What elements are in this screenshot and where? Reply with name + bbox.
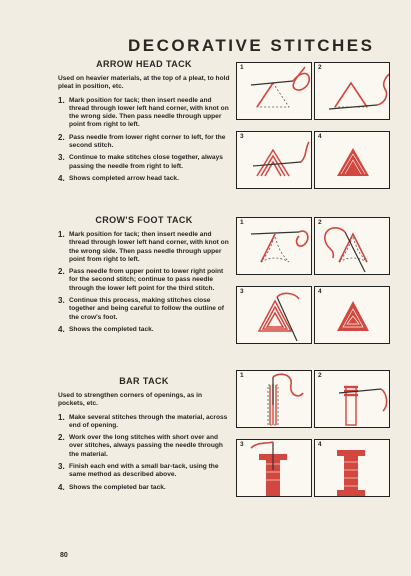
step-number: 1. bbox=[58, 412, 65, 422]
section-heading: ARROW HEAD TACK bbox=[96, 59, 192, 69]
bar-tack-section bbox=[58, 376, 230, 496]
arrow-head-figure-1 bbox=[236, 62, 312, 120]
figure-number: 3 bbox=[240, 133, 244, 140]
bar-tack-step3-illustration bbox=[237, 440, 312, 497]
step-text: Pass needle from lower right corner to left, for the second stitch. bbox=[69, 133, 226, 150]
bar-tack-step2-illustration bbox=[315, 371, 390, 428]
figure-number: 4 bbox=[318, 288, 322, 295]
section-intro: Used on heavier materials, at the top of a pleat, to hold pleat in position, etc. bbox=[58, 75, 230, 91]
crows-foot-figure-2 bbox=[314, 217, 390, 275]
arrow-head-figure-4 bbox=[314, 131, 390, 189]
step-text: Mark position for tack; then insert needle and thread through lower left hand corner, with knot on the wrong side. Then pass needle through upper point from right to left. bbox=[69, 96, 229, 129]
figure-number: 1 bbox=[240, 372, 244, 379]
step-number: 2. bbox=[58, 433, 65, 443]
step-text: Finish each end with a small bar-tack, using the same method as described above. bbox=[69, 463, 219, 479]
arrow-head-step3-illustration bbox=[237, 132, 312, 189]
arrow-head-step1-illustration bbox=[237, 63, 312, 120]
step-number: 2. bbox=[58, 132, 65, 142]
crows-foot-step2-illustration bbox=[315, 218, 390, 275]
step-text: Continue this process, making stitches close together and being careful to follow the outline of the crow's foot. bbox=[69, 297, 224, 321]
bar-tack-completed-illustration bbox=[315, 440, 390, 497]
figure-number: 4 bbox=[318, 441, 322, 448]
step-number: 1. bbox=[58, 230, 65, 239]
bar-tack-figure-1 bbox=[236, 370, 312, 428]
crows-foot-figure-3 bbox=[236, 286, 312, 344]
figure-number: 2 bbox=[318, 219, 322, 226]
figure-number: 4 bbox=[318, 133, 322, 140]
bar-tack-figure-3 bbox=[236, 439, 312, 497]
section-heading: BAR TACK bbox=[119, 376, 169, 386]
bar-tack-step1-illustration bbox=[237, 371, 312, 428]
step-number: 3. bbox=[58, 296, 65, 306]
step-text: Shows completed arrow head tack. bbox=[69, 174, 179, 182]
step-item bbox=[58, 463, 230, 480]
step-number: 1. bbox=[58, 95, 65, 105]
arrow-head-completed-illustration bbox=[315, 132, 390, 189]
step-text: Make several stitches through the material, across end of opening. bbox=[69, 413, 228, 429]
figure-number: 3 bbox=[240, 441, 244, 448]
crows-foot-figure-4 bbox=[314, 286, 390, 344]
step-number: 4. bbox=[58, 482, 65, 492]
section-intro: Used to strengthen corners of openings, as in pockets, etc. bbox=[58, 392, 202, 408]
step-item bbox=[58, 297, 230, 322]
crows-foot-tack-section bbox=[58, 215, 230, 338]
crows-foot-step3-illustration bbox=[237, 287, 312, 344]
figure-number: 1 bbox=[240, 219, 244, 226]
step-item bbox=[58, 231, 230, 264]
step-text: Continue to make stitches close together, always passing the needle from right to left. bbox=[69, 154, 223, 170]
step-text: Pass needle from upper point to lower right point for the second stitch; continue to pass needle through the lower left point for the third stitch. bbox=[69, 268, 224, 292]
arrow-head-figure-2 bbox=[314, 62, 390, 120]
figure-number: 1 bbox=[240, 64, 244, 71]
step-item bbox=[58, 175, 230, 183]
step-text: Work over the long stitches with short over and over stitches, always passing the needle through the material. bbox=[69, 434, 223, 458]
step-item bbox=[58, 484, 230, 492]
figure-number: 3 bbox=[240, 288, 244, 295]
step-item bbox=[58, 134, 230, 151]
section-heading: CROW'S FOOT TACK bbox=[95, 215, 193, 225]
step-item bbox=[58, 326, 230, 334]
page-title: DECORATIVE STITCHES bbox=[128, 36, 375, 55]
arrow-head-tack-section bbox=[58, 59, 230, 187]
figure-number: 2 bbox=[318, 64, 322, 71]
step-number: 4. bbox=[58, 173, 65, 183]
step-number: 2. bbox=[58, 267, 65, 277]
step-item bbox=[58, 434, 230, 459]
crows-foot-figure-1 bbox=[236, 217, 312, 275]
step-item bbox=[58, 268, 230, 293]
step-text: Mark position for tack; then insert needle and thread through lower left hand corner, with knot on the wrong side. Then pass needle through upper point from right to left. bbox=[69, 231, 229, 263]
bar-tack-figure-2 bbox=[314, 370, 390, 428]
figure-number: 2 bbox=[318, 372, 322, 379]
step-text: Shows the completed bar tack. bbox=[69, 483, 166, 491]
step-number: 3. bbox=[58, 153, 65, 163]
step-number: 4. bbox=[58, 324, 65, 334]
page-number: 80 bbox=[60, 552, 68, 559]
bar-tack-figure-4 bbox=[314, 439, 390, 497]
step-text: Shows the completed tack. bbox=[69, 325, 154, 333]
crows-foot-step1-illustration bbox=[237, 218, 312, 275]
arrow-head-step2-illustration bbox=[315, 63, 390, 120]
step-item bbox=[58, 154, 230, 171]
step-item bbox=[58, 414, 230, 431]
crows-foot-completed-illustration bbox=[315, 287, 390, 344]
step-number: 3. bbox=[58, 462, 65, 472]
step-item bbox=[58, 97, 230, 130]
arrow-head-figure-3 bbox=[236, 131, 312, 189]
